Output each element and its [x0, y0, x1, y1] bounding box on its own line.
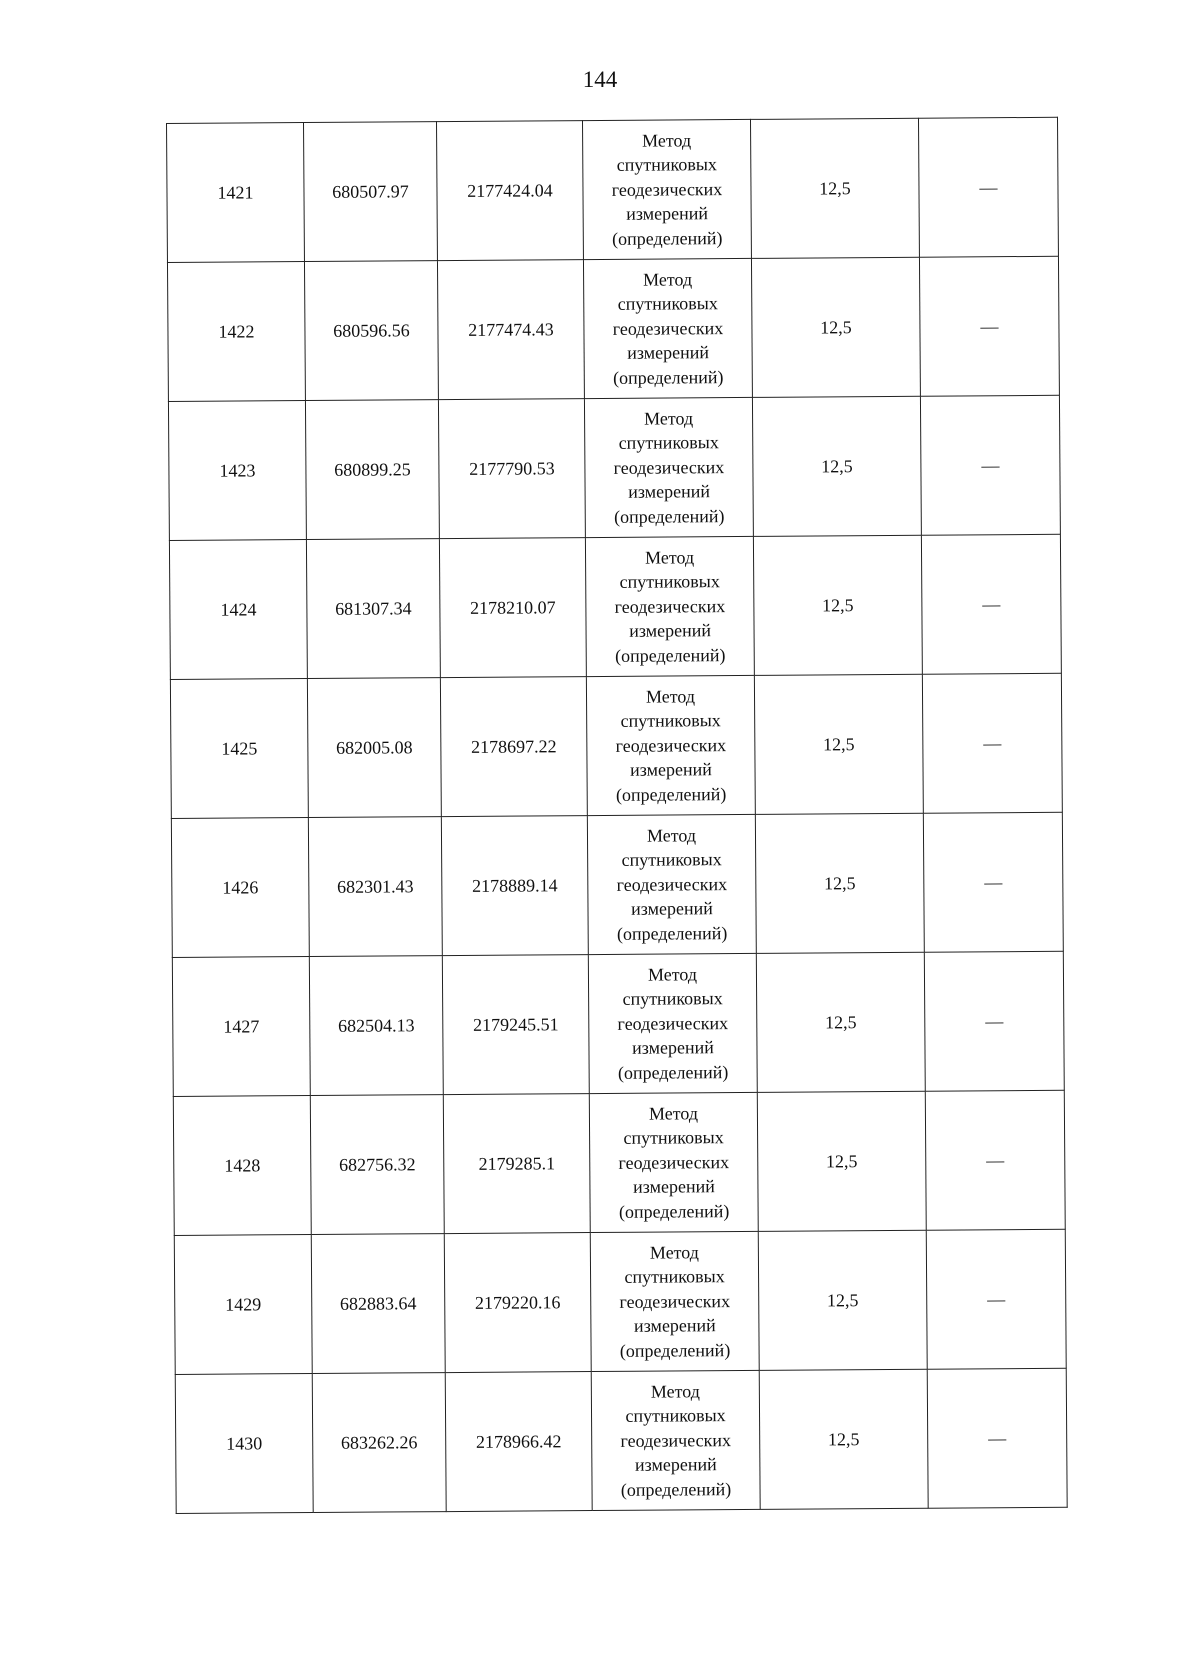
- method-cell: [590, 1231, 759, 1371]
- point-number-cell: 1424: [169, 540, 307, 680]
- page-number: 144: [582, 67, 618, 92]
- x-coordinate-cell: 681307.34: [306, 539, 440, 679]
- method-text-line: измерений: [628, 481, 711, 503]
- y-coordinate-cell: 2179245.51: [442, 955, 589, 1095]
- y-coordinate-cell: 2178889.14: [441, 816, 588, 956]
- method-text-line: спутниковых: [623, 1127, 724, 1149]
- point-number-cell: 1421: [167, 123, 305, 263]
- accuracy-cell: 12,5: [753, 535, 922, 675]
- x-coordinate-cell: 682301.43: [308, 817, 442, 957]
- method-cell: [585, 536, 754, 676]
- table-row: [172, 951, 1064, 1096]
- method-text-line: измерений: [631, 898, 713, 920]
- x-coordinate-cell: 680899.25: [305, 400, 439, 540]
- method-cell: [591, 1370, 760, 1510]
- x-coordinate-cell: 682005.08: [307, 678, 441, 818]
- table-row: [167, 117, 1059, 262]
- point-number-cell: 1426: [171, 818, 309, 958]
- method-text-line: (определений): [620, 1478, 732, 1500]
- point-number-cell: 1422: [167, 262, 305, 402]
- method-text-line: измерений: [629, 620, 712, 642]
- method-text-line: спутниковых: [619, 571, 720, 593]
- method-text-line: спутниковых: [618, 432, 719, 454]
- method-text-line: геодезических: [611, 178, 723, 200]
- method-text-line: (определений): [618, 1200, 730, 1222]
- method-text-line: измерений: [632, 1037, 714, 1059]
- method-text-line: измерений: [630, 759, 712, 781]
- method-text-line: (определений): [615, 783, 727, 805]
- table-row: [167, 256, 1059, 401]
- x-coordinate-cell: 682756.32: [310, 1095, 444, 1235]
- y-coordinate-cell: 2178697.22: [440, 677, 587, 817]
- method-text-line: (определений): [612, 227, 723, 249]
- note-cell: —: [925, 1090, 1065, 1230]
- note-cell: —: [927, 1368, 1067, 1508]
- method-text-line: (определений): [616, 922, 728, 944]
- method-text-line: измерений: [633, 1315, 716, 1337]
- x-coordinate-cell: 683262.26: [312, 1373, 446, 1513]
- method-text-line: измерений: [626, 203, 709, 225]
- method-text-line: спутниковых: [620, 710, 721, 732]
- table-body: [167, 117, 1068, 1513]
- accuracy-cell: 12,5: [750, 118, 919, 258]
- method-cell: [582, 119, 751, 259]
- accuracy-cell: 12,5: [756, 952, 925, 1092]
- method-text-line: (определений): [613, 505, 725, 527]
- accuracy-cell: 12,5: [755, 813, 924, 953]
- method-text-line: спутниковых: [621, 849, 722, 871]
- coordinates-table: [166, 117, 1068, 1514]
- method-text-line: Метод: [645, 686, 696, 707]
- method-cell: [586, 675, 755, 815]
- note-cell: —: [924, 951, 1064, 1091]
- y-coordinate-cell: 2179220.16: [444, 1233, 591, 1373]
- method-text-line: Метод: [650, 1381, 700, 1402]
- method-text-line: Метод: [643, 269, 693, 290]
- method-text-line: (определений): [617, 1061, 729, 1083]
- method-text-line: спутниковых: [622, 988, 723, 1010]
- method-text-line: геодезических: [618, 1151, 730, 1173]
- method-text-line: измерений: [634, 1454, 717, 1476]
- accuracy-cell: 12,5: [752, 396, 921, 536]
- y-coordinate-cell: 2177790.53: [438, 399, 585, 539]
- x-coordinate-cell: 680507.97: [304, 122, 438, 262]
- method-text-line: геодезических: [616, 873, 728, 895]
- y-coordinate-cell: 2178966.42: [445, 1372, 592, 1512]
- point-number-cell: 1430: [175, 1374, 313, 1514]
- method-text-line: (определений): [613, 366, 724, 388]
- method-text-line: Метод: [642, 130, 692, 151]
- accuracy-cell: 12,5: [754, 674, 923, 814]
- y-coordinate-cell: 2178210.07: [439, 538, 586, 678]
- note-cell: —: [926, 1229, 1066, 1369]
- method-text-line: спутниковых: [624, 1266, 725, 1288]
- method-text-line: Метод: [646, 825, 697, 846]
- accuracy-cell: 12,5: [751, 257, 920, 397]
- table-row: [173, 1090, 1065, 1235]
- method-text-line: измерений: [632, 1176, 715, 1198]
- method-cell: [588, 953, 757, 1093]
- method-text-line: геодезических: [612, 317, 724, 339]
- point-number-cell: 1427: [172, 957, 310, 1097]
- method-text-line: спутниковых: [617, 293, 718, 315]
- note-cell: —: [921, 534, 1061, 674]
- point-number-cell: 1425: [170, 679, 308, 819]
- note-cell: —: [920, 395, 1060, 535]
- table-row: [168, 395, 1060, 540]
- accuracy-cell: 12,5: [757, 1091, 926, 1231]
- method-cell: [584, 397, 753, 537]
- y-coordinate-cell: 2179285.1: [443, 1094, 590, 1234]
- table-row: [174, 1229, 1066, 1374]
- y-coordinate-cell: 2177474.43: [437, 260, 584, 400]
- x-coordinate-cell: 680596.56: [304, 261, 438, 401]
- method-text-line: геодезических: [619, 1290, 731, 1312]
- method-text-line: Метод: [644, 547, 695, 568]
- y-coordinate-cell: 2177424.04: [436, 121, 583, 261]
- method-text-line: геодезических: [615, 734, 727, 756]
- accuracy-cell: 12,5: [758, 1230, 927, 1370]
- method-text-line: спутниковых: [625, 1405, 726, 1427]
- method-text-line: Метод: [643, 408, 694, 429]
- table-row: [175, 1368, 1067, 1513]
- method-cell: [589, 1092, 758, 1232]
- table-row: [170, 673, 1062, 818]
- method-text-line: геодезических: [613, 456, 725, 478]
- method-text-line: (определений): [614, 644, 726, 666]
- table-row: [169, 534, 1061, 679]
- point-number-cell: 1429: [174, 1235, 312, 1375]
- x-coordinate-cell: 682504.13: [309, 956, 443, 1096]
- method-text-line: геодезических: [617, 1012, 729, 1034]
- method-text-line: (определений): [619, 1339, 731, 1361]
- accuracy-cell: 12,5: [759, 1369, 928, 1509]
- method-text-line: геодезических: [620, 1429, 732, 1451]
- method-cell: [587, 814, 756, 954]
- method-text-line: Метод: [648, 1103, 699, 1124]
- note-cell: —: [922, 673, 1062, 813]
- note-cell: —: [919, 256, 1059, 396]
- note-cell: —: [918, 117, 1058, 257]
- method-text-line: спутниковых: [616, 154, 717, 176]
- point-number-cell: 1423: [168, 401, 306, 541]
- point-number-cell: 1428: [173, 1096, 311, 1236]
- x-coordinate-cell: 682883.64: [311, 1234, 445, 1374]
- method-text-line: геодезических: [614, 595, 726, 617]
- method-text-line: измерений: [627, 342, 710, 364]
- method-text-line: Метод: [649, 1242, 699, 1263]
- method-cell: [583, 258, 752, 398]
- method-text-line: Метод: [647, 964, 698, 985]
- note-cell: —: [923, 812, 1063, 952]
- table-row: [171, 812, 1063, 957]
